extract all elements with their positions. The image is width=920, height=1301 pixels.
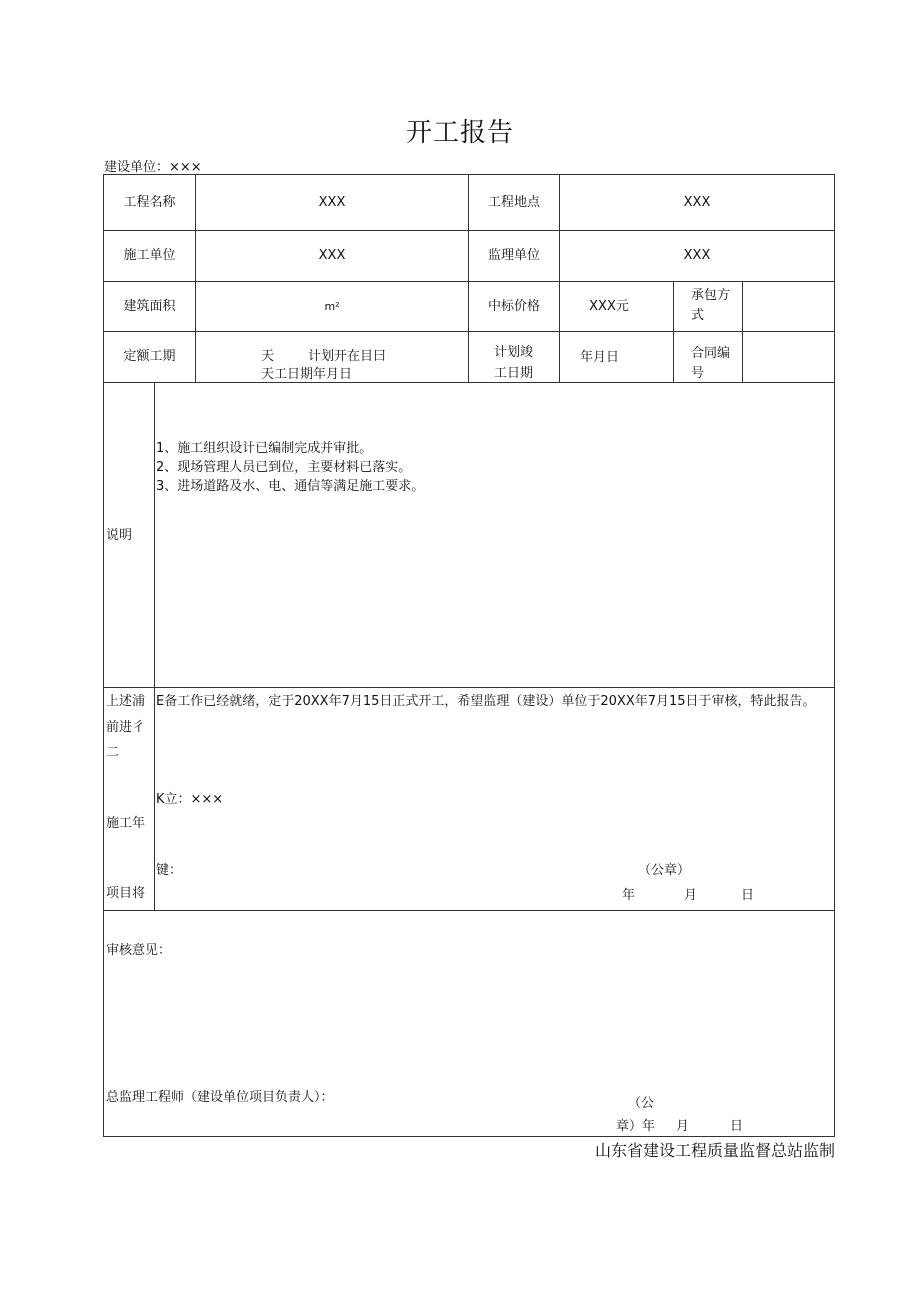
planned-finish-label-1: 计划竣 <box>494 345 534 360</box>
bid-price-label: 中标价格 <box>487 298 540 314</box>
builder-label: 施工单位 <box>123 248 176 263</box>
planned-finish-label-2: 工日期 <box>494 366 534 381</box>
declaration-signer: K立：××× <box>156 792 224 807</box>
declaration-side-text-3: 二 <box>106 745 120 760</box>
builder-value: XXX <box>318 248 346 263</box>
review-date-day: 日 <box>730 1119 744 1134</box>
review-seal-part-2: 章）年 <box>616 1119 656 1134</box>
project-location-label: 工程地点 <box>487 194 540 210</box>
project-name-label: 工程名称 <box>123 194 176 210</box>
supervisor-label: 监理单位 <box>487 248 540 263</box>
review-seal-part-1: （公 <box>628 1096 655 1111</box>
quota-period-label: 定额工期 <box>123 349 176 364</box>
quota-period-planned-start: 计划开在目曰 <box>308 349 387 364</box>
area-value: m² <box>324 299 340 313</box>
area-label: 建筑面积 <box>123 298 176 314</box>
declaration-text: E备工作已经就绪，定于20XX年7月15日正式开工，希望监理（建设）单位于20XX年7月15日于审核，特此报告。 <box>156 694 816 709</box>
declaration-key-label: 键： <box>156 863 183 878</box>
declaration-date-day: 日 <box>741 888 755 903</box>
notes-item: 3、进场道路及水、电、通信等满足施工要求。 <box>156 479 425 494</box>
page-title: 开工报告 <box>405 118 514 148</box>
contract-no-label-1: 合同编 <box>691 346 731 361</box>
supervisor-value: XXX <box>683 248 711 263</box>
declaration-side-text-1: 上述浦 <box>106 694 146 709</box>
bid-price-value: XXX元 <box>589 298 629 314</box>
project-location-value: XXX <box>683 194 711 210</box>
declaration-side-text-2: 前进彳 <box>106 720 146 735</box>
footer-issuer: 山东省建设工程质量监督总站监制 <box>594 1141 835 1160</box>
construction-unit-line: 建设单位：××× <box>104 160 202 175</box>
declaration-side-text-5: 项目将 <box>106 886 146 901</box>
review-date-month: 月 <box>676 1119 690 1134</box>
contract-mode-label-2: 式 <box>691 308 705 323</box>
declaration-date-month: 月 <box>684 888 698 903</box>
declaration-seal: （公章） <box>638 863 691 878</box>
contract-mode-label-1: 承包方 <box>691 288 731 303</box>
quota-period-day: 天 <box>261 349 275 364</box>
review-label: 审核意见： <box>106 943 172 958</box>
planned-finish-value: 年月日 <box>580 350 620 365</box>
project-name-value: XXX <box>318 194 346 210</box>
quota-period-line2: 天工日期年月日 <box>261 367 353 382</box>
notes-item: 2、现场管理人员已到位，主要材料已落实。 <box>156 460 412 475</box>
notes-item: 1、施工组织设计已编制完成并审批。 <box>156 441 373 456</box>
contract-no-label-2: 号 <box>691 366 705 381</box>
declaration-date-year: 年 <box>622 888 636 903</box>
declaration-side-text-4: 施工年 <box>106 816 146 831</box>
review-engineer-label: 总监理工程师（建设单位项目负责人）： <box>106 1090 334 1105</box>
notes-label: 说明 <box>106 528 133 543</box>
